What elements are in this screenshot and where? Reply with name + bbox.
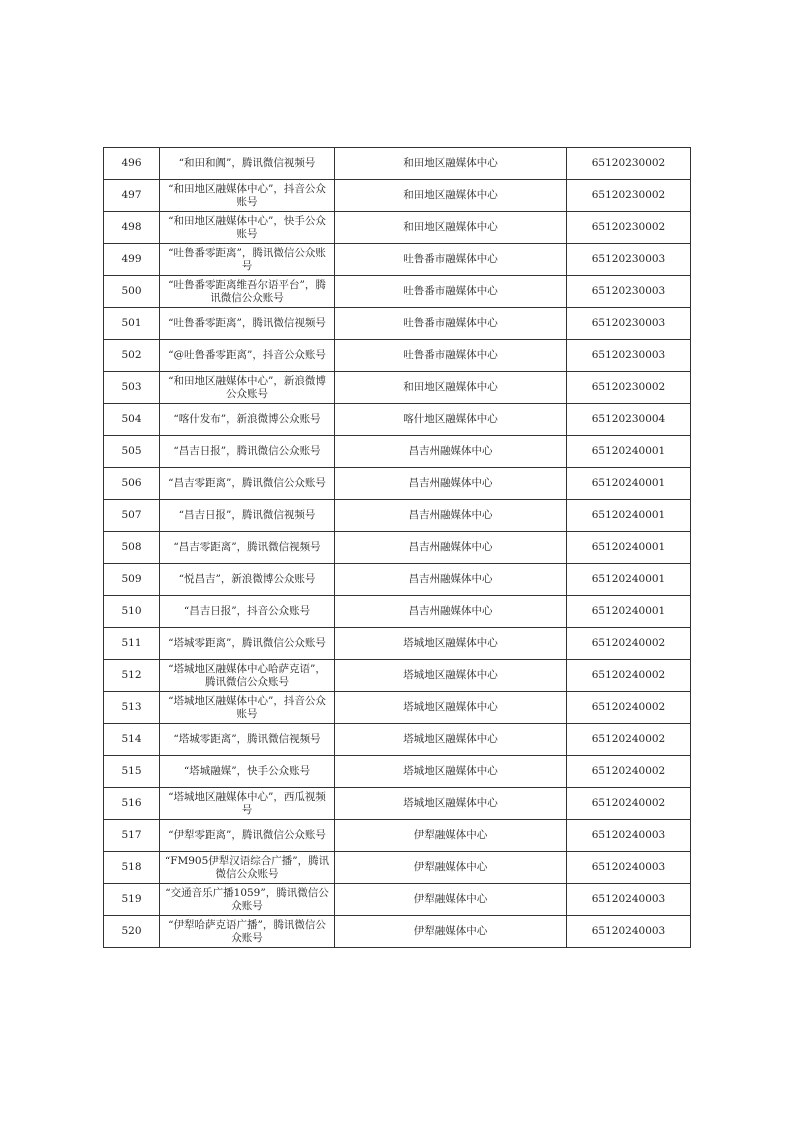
account-name-cell: “@吐鲁番零距离”，抖音公众账号 bbox=[160, 340, 335, 372]
registration-code-cell: 65120240002 bbox=[567, 724, 691, 756]
table-row bbox=[104, 340, 691, 372]
table-row bbox=[104, 820, 691, 852]
row-number-cell: 508 bbox=[104, 532, 160, 564]
table-row bbox=[104, 212, 691, 244]
table-row bbox=[104, 436, 691, 468]
account-name-cell: “昌吉日报”，抖音公众账号 bbox=[160, 596, 335, 628]
registration-code-cell: 65120230002 bbox=[567, 180, 691, 212]
row-number-cell: 503 bbox=[104, 372, 160, 404]
account-name-cell: “昌吉零距离”，腾讯微信公众账号 bbox=[160, 468, 335, 500]
registration-code-cell: 65120240001 bbox=[567, 468, 691, 500]
account-name-cell: “交通音乐广播1059”，腾讯微信公众账号 bbox=[160, 884, 335, 916]
row-number-cell: 519 bbox=[104, 884, 160, 916]
account-name-cell: “喀什发布”，新浪微博公众账号 bbox=[160, 404, 335, 436]
account-name-cell: “和田和阗”，腾讯微信视频号 bbox=[160, 148, 335, 180]
organization-cell: 塔城地区融媒体中心 bbox=[335, 788, 567, 820]
table-row bbox=[104, 532, 691, 564]
row-number-cell: 504 bbox=[104, 404, 160, 436]
row-number-cell: 517 bbox=[104, 820, 160, 852]
row-number-cell: 520 bbox=[104, 916, 160, 948]
organization-cell: 昌吉州融媒体中心 bbox=[335, 564, 567, 596]
table-row bbox=[104, 308, 691, 340]
row-number-cell: 518 bbox=[104, 852, 160, 884]
registration-code-cell: 65120240003 bbox=[567, 852, 691, 884]
account-name-cell: “伊犁零距离”，腾讯微信公众账号 bbox=[160, 820, 335, 852]
row-number-cell: 516 bbox=[104, 788, 160, 820]
table-row bbox=[104, 468, 691, 500]
organization-cell: 吐鲁番市融媒体中心 bbox=[335, 340, 567, 372]
organization-cell: 和田地区融媒体中心 bbox=[335, 372, 567, 404]
account-name-cell: “和田地区融媒体中心”，抖音公众账号 bbox=[160, 180, 335, 212]
table-row bbox=[104, 884, 691, 916]
registration-code-cell: 65120230003 bbox=[567, 340, 691, 372]
row-number-cell: 509 bbox=[104, 564, 160, 596]
row-number-cell: 497 bbox=[104, 180, 160, 212]
row-number-cell: 500 bbox=[104, 276, 160, 308]
registry-table bbox=[103, 147, 691, 948]
table-row bbox=[104, 564, 691, 596]
account-name-cell: “塔城零距离”，腾讯微信视频号 bbox=[160, 724, 335, 756]
organization-cell: 昌吉州融媒体中心 bbox=[335, 468, 567, 500]
account-name-cell: “吐鲁番零距离维吾尔语平台”，腾讯微信公众账号 bbox=[160, 276, 335, 308]
account-name-cell: “昌吉零距离”，腾讯微信视频号 bbox=[160, 532, 335, 564]
account-name-cell: “伊犁哈萨克语广播”，腾讯微信公众账号 bbox=[160, 916, 335, 948]
registration-code-cell: 65120240001 bbox=[567, 532, 691, 564]
account-name-cell: “塔城地区融媒体中心”，西瓜视频号 bbox=[160, 788, 335, 820]
account-name-cell: “吐鲁番零距离”，腾讯微信视频号 bbox=[160, 308, 335, 340]
registration-code-cell: 65120240002 bbox=[567, 628, 691, 660]
row-number-cell: 496 bbox=[104, 148, 160, 180]
organization-cell: 塔城地区融媒体中心 bbox=[335, 692, 567, 724]
organization-cell: 喀什地区融媒体中心 bbox=[335, 404, 567, 436]
row-number-cell: 512 bbox=[104, 660, 160, 692]
table-body bbox=[104, 148, 691, 948]
table-row bbox=[104, 756, 691, 788]
organization-cell: 吐鲁番市融媒体中心 bbox=[335, 244, 567, 276]
registration-code-cell: 65120230003 bbox=[567, 308, 691, 340]
row-number-cell: 502 bbox=[104, 340, 160, 372]
row-number-cell: 498 bbox=[104, 212, 160, 244]
organization-cell: 伊犁融媒体中心 bbox=[335, 916, 567, 948]
organization-cell: 伊犁融媒体中心 bbox=[335, 852, 567, 884]
table-row bbox=[104, 628, 691, 660]
organization-cell: 伊犁融媒体中心 bbox=[335, 884, 567, 916]
account-name-cell: “FM905伊犁汉语综合广播”，腾讯微信公众账号 bbox=[160, 852, 335, 884]
registration-code-cell: 65120240003 bbox=[567, 916, 691, 948]
registration-code-cell: 65120240002 bbox=[567, 788, 691, 820]
table-row bbox=[104, 724, 691, 756]
account-name-cell: “悦昌吉”，新浪微博公众账号 bbox=[160, 564, 335, 596]
row-number-cell: 513 bbox=[104, 692, 160, 724]
row-number-cell: 507 bbox=[104, 500, 160, 532]
table-row bbox=[104, 852, 691, 884]
row-number-cell: 511 bbox=[104, 628, 160, 660]
registration-code-cell: 65120230002 bbox=[567, 372, 691, 404]
registration-code-cell: 65120240001 bbox=[567, 436, 691, 468]
organization-cell: 伊犁融媒体中心 bbox=[335, 820, 567, 852]
table-row bbox=[104, 148, 691, 180]
row-number-cell: 501 bbox=[104, 308, 160, 340]
table-row bbox=[104, 916, 691, 948]
table-row bbox=[104, 404, 691, 436]
table-row bbox=[104, 500, 691, 532]
account-name-cell: “昌吉日报”，腾讯微信视频号 bbox=[160, 500, 335, 532]
organization-cell: 吐鲁番市融媒体中心 bbox=[335, 276, 567, 308]
organization-cell: 塔城地区融媒体中心 bbox=[335, 724, 567, 756]
organization-cell: 吐鲁番市融媒体中心 bbox=[335, 308, 567, 340]
organization-cell: 昌吉州融媒体中心 bbox=[335, 436, 567, 468]
table-row bbox=[104, 180, 691, 212]
registration-code-cell: 65120230002 bbox=[567, 212, 691, 244]
organization-cell: 塔城地区融媒体中心 bbox=[335, 660, 567, 692]
registration-code-cell: 65120240002 bbox=[567, 692, 691, 724]
row-number-cell: 506 bbox=[104, 468, 160, 500]
registration-code-cell: 65120240003 bbox=[567, 884, 691, 916]
row-number-cell: 515 bbox=[104, 756, 160, 788]
registration-code-cell: 65120230002 bbox=[567, 148, 691, 180]
table-row bbox=[104, 788, 691, 820]
row-number-cell: 510 bbox=[104, 596, 160, 628]
registration-code-cell: 65120240001 bbox=[567, 564, 691, 596]
registration-code-cell: 65120240001 bbox=[567, 500, 691, 532]
organization-cell: 和田地区融媒体中心 bbox=[335, 212, 567, 244]
table-row bbox=[104, 372, 691, 404]
organization-cell: 昌吉州融媒体中心 bbox=[335, 500, 567, 532]
registration-code-cell: 65120230004 bbox=[567, 404, 691, 436]
row-number-cell: 505 bbox=[104, 436, 160, 468]
organization-cell: 昌吉州融媒体中心 bbox=[335, 596, 567, 628]
row-number-cell: 514 bbox=[104, 724, 160, 756]
registration-code-cell: 65120240001 bbox=[567, 596, 691, 628]
organization-cell: 和田地区融媒体中心 bbox=[335, 148, 567, 180]
table-row bbox=[104, 660, 691, 692]
account-name-cell: “和田地区融媒体中心”，快手公众账号 bbox=[160, 212, 335, 244]
row-number-cell: 499 bbox=[104, 244, 160, 276]
registration-code-cell: 65120240002 bbox=[567, 756, 691, 788]
organization-cell: 和田地区融媒体中心 bbox=[335, 180, 567, 212]
table-row bbox=[104, 276, 691, 308]
account-name-cell: “昌吉日报”，腾讯微信公众账号 bbox=[160, 436, 335, 468]
table-row bbox=[104, 244, 691, 276]
registration-code-cell: 65120240003 bbox=[567, 820, 691, 852]
table-row bbox=[104, 692, 691, 724]
organization-cell: 塔城地区融媒体中心 bbox=[335, 628, 567, 660]
account-name-cell: “塔城零距离”，腾讯微信公众账号 bbox=[160, 628, 335, 660]
registration-code-cell: 65120230003 bbox=[567, 244, 691, 276]
registration-code-cell: 65120230003 bbox=[567, 276, 691, 308]
account-name-cell: “吐鲁番零距离”，腾讯微信公众账号 bbox=[160, 244, 335, 276]
account-name-cell: “塔城地区融媒体中心哈萨克语”，腾讯微信公众账号 bbox=[160, 660, 335, 692]
account-name-cell: “和田地区融媒体中心”，新浪微博公众账号 bbox=[160, 372, 335, 404]
organization-cell: 塔城地区融媒体中心 bbox=[335, 756, 567, 788]
table-row bbox=[104, 596, 691, 628]
account-name-cell: “塔城融媒”，快手公众账号 bbox=[160, 756, 335, 788]
organization-cell: 昌吉州融媒体中心 bbox=[335, 532, 567, 564]
account-name-cell: “塔城地区融媒体中心”，抖音公众账号 bbox=[160, 692, 335, 724]
registration-code-cell: 65120240002 bbox=[567, 660, 691, 692]
